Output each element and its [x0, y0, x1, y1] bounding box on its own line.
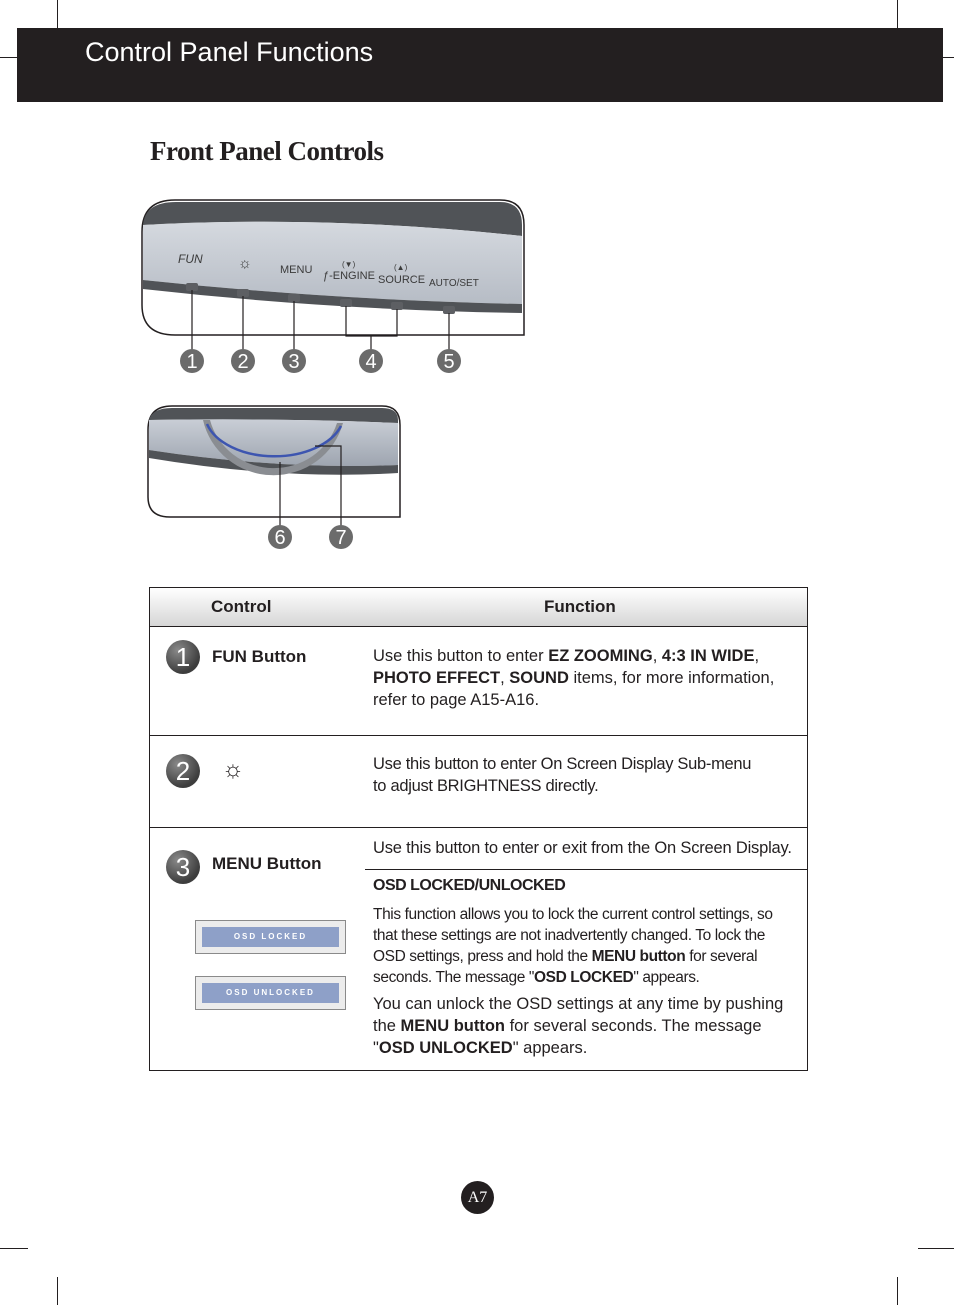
osd-unlocked-message	[195, 976, 346, 1010]
callout-3: 3	[288, 351, 300, 373]
panel-button-nub	[340, 299, 352, 307]
callout-4: 4	[365, 351, 377, 373]
crop-mark	[57, 1277, 58, 1305]
callout-5: 5	[443, 351, 455, 373]
panel-button-nub	[288, 294, 300, 302]
table-header	[150, 588, 807, 627]
panel-button-nub	[186, 283, 198, 291]
callout-2: 2	[237, 351, 249, 373]
row-number-badge: 1	[166, 640, 200, 674]
function-intro: Use this button to enter or exit from the On Screen Display.	[373, 839, 792, 857]
crop-mark	[897, 1277, 898, 1305]
function-description: Use this button to enter On Screen Display Sub-menu to adjust BRIGHTNESS directly.	[373, 755, 752, 795]
crop-mark	[918, 1248, 954, 1249]
control-name: MENU Button	[212, 854, 322, 873]
row-number-badge: 2	[166, 754, 200, 788]
function-description: This function allows you to lock the current control settings, so that these settings are not inadvertently changed. To lock the OSD settings, press and hold the MENU button for several seconds. The message "OSD LOCKED" appears.	[373, 906, 773, 986]
fun-label: FUN	[178, 252, 203, 266]
row-divider	[150, 735, 807, 736]
page-title: Control Panel Functions	[85, 37, 374, 67]
source-arrow-label: (▲)	[394, 263, 408, 272]
brightness-icon: ☼	[238, 255, 252, 272]
functions-table	[149, 587, 808, 1071]
function-description: Use this button to enter EZ ZOOMING, 4:3 IN WIDE, PHOTO EFFECT, SOUND items, for more information, refer to page A15-A16.	[373, 647, 775, 709]
osd-message-text: OSD LOCKED	[202, 927, 339, 947]
row-divider	[150, 827, 807, 828]
brightness-icon: ☼	[222, 756, 244, 783]
menu-label: MENU	[280, 264, 313, 276]
osd-message-text: OSD UNLOCKED	[202, 983, 339, 1003]
column-header-function: Function	[544, 597, 616, 616]
crop-mark	[0, 1248, 28, 1249]
function-divider	[365, 869, 807, 870]
column-header-control: Control	[211, 597, 272, 616]
page-number: A7	[461, 1181, 494, 1214]
source-label: SOURCE	[378, 274, 426, 286]
section-title: Front Panel Controls	[150, 136, 384, 166]
front-panel-illustration	[0, 0, 954, 560]
callout-6: 6	[274, 527, 286, 549]
engine-arrow-label: (▼)	[342, 260, 356, 269]
panel-button-nub	[237, 289, 249, 297]
function-subtitle: OSD LOCKED/UNLOCKED	[373, 877, 566, 894]
auto-set-label: AUTO/SET	[429, 278, 479, 289]
engine-label: ƒ-ENGINE	[323, 270, 375, 282]
function-description: You can unlock the OSD settings at any time by pushing the MENU button for several seconds. The message "OSD UNLOCKED" appears.	[373, 995, 784, 1057]
control-name: FUN Button	[212, 647, 307, 666]
panel-button-nub	[443, 306, 455, 314]
callout-7: 7	[335, 527, 347, 549]
panel-button-nub	[391, 302, 403, 310]
osd-locked-message	[195, 920, 346, 954]
row-number-badge: 3	[166, 850, 200, 884]
callout-1: 1	[186, 351, 198, 373]
